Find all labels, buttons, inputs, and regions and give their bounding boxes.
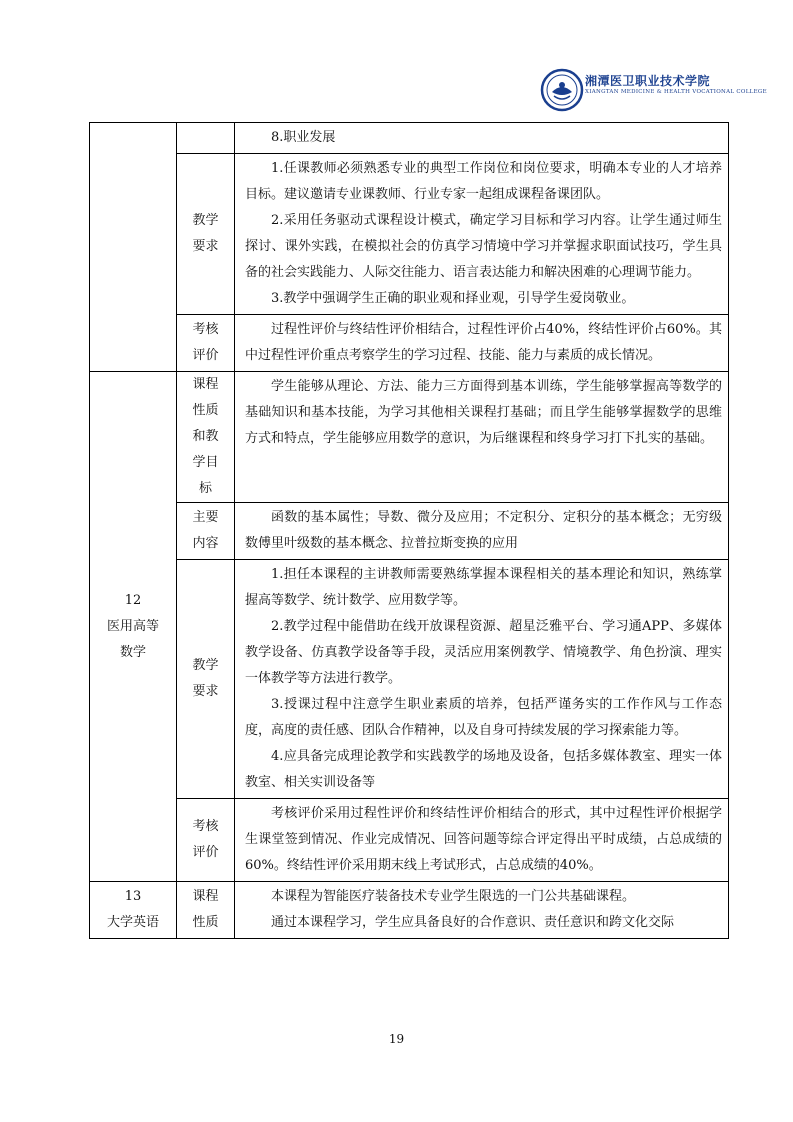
paragraph: 3.授课过程中注意学生职业素质的培养，包括严谨务实的工作作风与工作态度，高度的责任感、团队合作精神，以及自身可持续发展的学习探索能力等。 — [245, 697, 722, 738]
paragraph: 本课程为智能医疗装备技术专业学生限选的一门公共基础课程。 — [271, 889, 636, 904]
paragraph: 2.教学过程中能借助在线开放课程资源、超星泛雅平台、学习通APP、多媒体教学设备、仿真教学设备等手段，灵活应用案例教学、情境教学、角色扮演、理实一体教学等方法进行教学。 — [245, 619, 722, 686]
row-content — [235, 154, 729, 315]
content-text: 8.职业发展 — [271, 130, 336, 145]
row-label-empty — [177, 123, 235, 154]
label-assessment: 考核评价 — [192, 819, 219, 860]
row-label — [177, 799, 235, 882]
course-cell — [90, 882, 177, 939]
paragraph: 过程性评价与终结性评价相结合，过程性评价占40%，终结性评价占60%。其中过程性评价重点考察学生的学习过程、技能、能力与素质的成长情况。 — [245, 322, 722, 363]
table-row — [90, 372, 729, 503]
table-row — [90, 560, 729, 799]
course-name: 大学英语 — [106, 915, 159, 930]
label-course-nature: 课程性质 — [192, 889, 219, 930]
paragraph: 4.应具备完成理论教学和实践教学的场地及设备，包括多媒体教室、理实一体教室、相关实训设备等 — [245, 749, 722, 790]
row-content — [235, 123, 729, 154]
paragraph: 2.采用任务驱动式课程设计模式，确定学习目标和学习内容。让学生通过师生探讨、课外实践，在模拟社会的仿真学习情境中学习并掌握求职面试技巧，学生具备的社会实践能力、人际交往能力、语言表达能力和解决困难的心理调节能力。 — [245, 213, 722, 280]
table-row — [90, 503, 729, 560]
paragraph: 1.任课教师必须熟悉专业的典型工作岗位和岗位要求，明确本专业的人才培养目标。建议邀请专业课教师、行业专家一起组成课程备课团队。 — [245, 161, 722, 202]
course-table-page — [89, 122, 722, 939]
row-content — [235, 503, 729, 560]
row-label — [177, 154, 235, 315]
label-course-goal: 课程性质和教学目标 — [192, 377, 219, 496]
label-assessment: 考核评价 — [192, 322, 219, 363]
row-content — [235, 372, 729, 503]
table-row — [90, 154, 729, 315]
table-row — [90, 315, 729, 372]
label-teaching-requirements: 教学要求 — [192, 658, 219, 699]
course-name: 医用高等数学 — [107, 618, 160, 660]
course-cell — [90, 372, 177, 882]
row-content — [235, 315, 729, 372]
paragraph: 3.教学中强调学生正确的职业观和择业观，引导学生爱岗敬业。 — [271, 291, 635, 306]
course-number: 12 — [124, 592, 142, 608]
row-content — [235, 882, 729, 939]
row-content — [235, 560, 729, 799]
row-label — [177, 315, 235, 372]
table-row — [90, 123, 729, 154]
table-row — [90, 799, 729, 882]
row-label — [177, 503, 235, 560]
row-label — [177, 372, 235, 503]
course-table — [89, 122, 729, 939]
school-emblem-icon — [540, 68, 584, 112]
paragraph: 通过本课程学习，学生应具备良好的合作意识、责任意识和跨文化交际 — [271, 915, 675, 930]
paragraph: 1.担任本课程的主讲教师需要熟练掌握本课程相关的基本理论和知识，熟练掌握高等数学、统计数学、应用数学等。 — [245, 567, 722, 608]
table-row — [90, 882, 729, 939]
row-label — [177, 560, 235, 799]
row-content — [235, 799, 729, 882]
paragraph: 考核评价采用过程性评价和终结性评价相结合的形式，其中过程性评价根据学生课堂签到情况、作业完成情况、回答问题等综合评定得出平时成绩，占总成绩的60%。终结性评价采用期末线上考试形式，占总成绩的40%。 — [245, 806, 722, 873]
paragraph: 学生能够从理论、方法、能力三方面得到基本训练，学生能够掌握高等数学的基础知识和基本技能，为学习其他相关课程打基础；而且学生能够掌握数学的思维方式和特点，学生能够应用数学的意识，为后继课程和终身学习打下扎实的基础。 — [245, 379, 722, 446]
page-number: 19 — [388, 1032, 405, 1046]
label-main-content: 主要内容 — [192, 510, 219, 551]
row-label — [177, 882, 235, 939]
label-teaching-requirements: 教学要求 — [192, 213, 219, 254]
course-number: 13 — [124, 889, 142, 904]
course-cell-empty — [90, 123, 177, 372]
paragraph: 函数的基本属性；导数、微分及应用；不定积分、定积分的基本概念；无穷级数傅里叶级数的基本概念、拉普拉斯变换的应用 — [245, 510, 722, 551]
school-name: 湘潭医卫职业技术学院 — [585, 74, 711, 88]
school-name-en: XIANGTAN MEDICINE & HEALTH VOCATIONAL COLLEGE — [585, 89, 767, 95]
